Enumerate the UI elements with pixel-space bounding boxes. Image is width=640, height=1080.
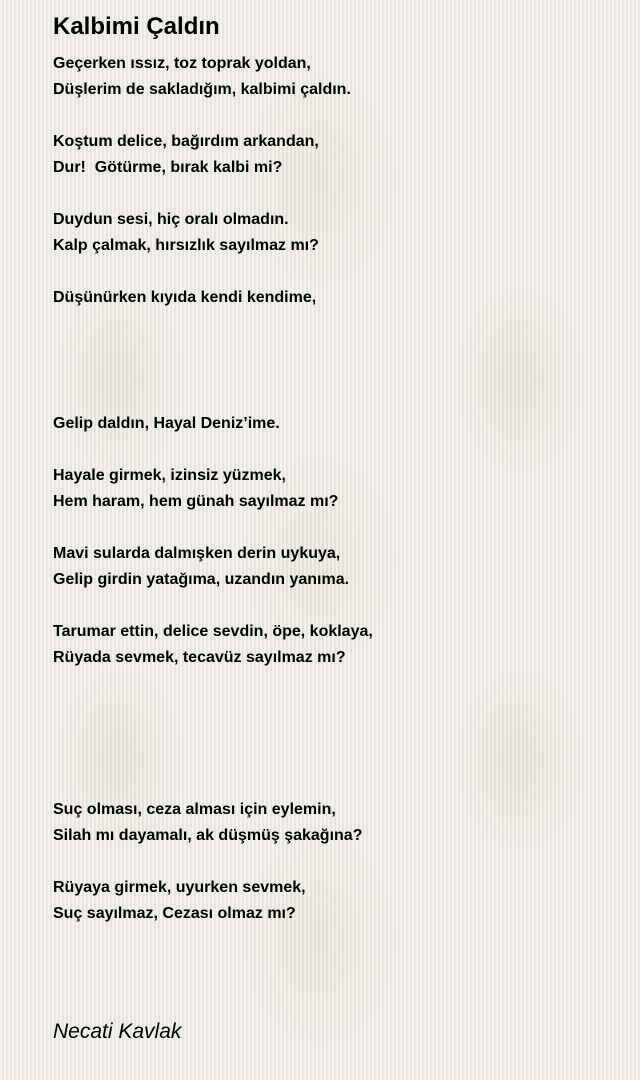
- poem-line: Geçerken ıssız, toz toprak yoldan,: [53, 55, 311, 72]
- poem-line: Düşünürken kıyıda kendi kendime,: [53, 289, 317, 306]
- poem-line: Hayale girmek, izinsiz yüzmek,: [53, 467, 286, 484]
- poem-line: Gelip girdin yatağıma, uzandın yanıma.: [53, 571, 350, 588]
- poem-line: Hem haram, hem günah sayılmaz mı?: [53, 493, 339, 510]
- poem-line: Koştum delice, bağırdım arkandan,: [53, 133, 319, 150]
- poem-line: Tarumar ettin, delice sevdin, öpe, koklaya,: [53, 623, 373, 640]
- poem-line: Mavi sularda dalmışken derin uykuya,: [53, 545, 341, 562]
- poem-line: Suç olması, ceza alması için eylemin,: [53, 801, 336, 818]
- poem-author: Necati Kavlak: [53, 1020, 182, 1043]
- poem-line: Rüyada sevmek, tecavüz sayılmaz mı?: [53, 649, 346, 666]
- poem-line: Gelip daldın, Hayal Deniz’ime.: [53, 415, 280, 432]
- poem-line: Düşlerim de sakladığım, kalbimi çaldın.: [53, 81, 351, 98]
- poem-line: Kalp çalmak, hırsızlık sayılmaz mı?: [53, 237, 319, 254]
- poem-line: Dur! Götürme, bırak kalbi mi?: [53, 159, 283, 176]
- poem-line: Rüyaya girmek, uyurken sevmek,: [53, 879, 306, 896]
- poem-line: Suç sayılmaz, Cezası olmaz mı?: [53, 905, 296, 922]
- poem-line: Silah mı dayamalı, ak düşmüş şakağına?: [53, 827, 363, 844]
- poem-title: Kalbimi Çaldın: [53, 13, 220, 40]
- poem-line: Duydun sesi, hiç oralı olmadın.: [53, 211, 289, 228]
